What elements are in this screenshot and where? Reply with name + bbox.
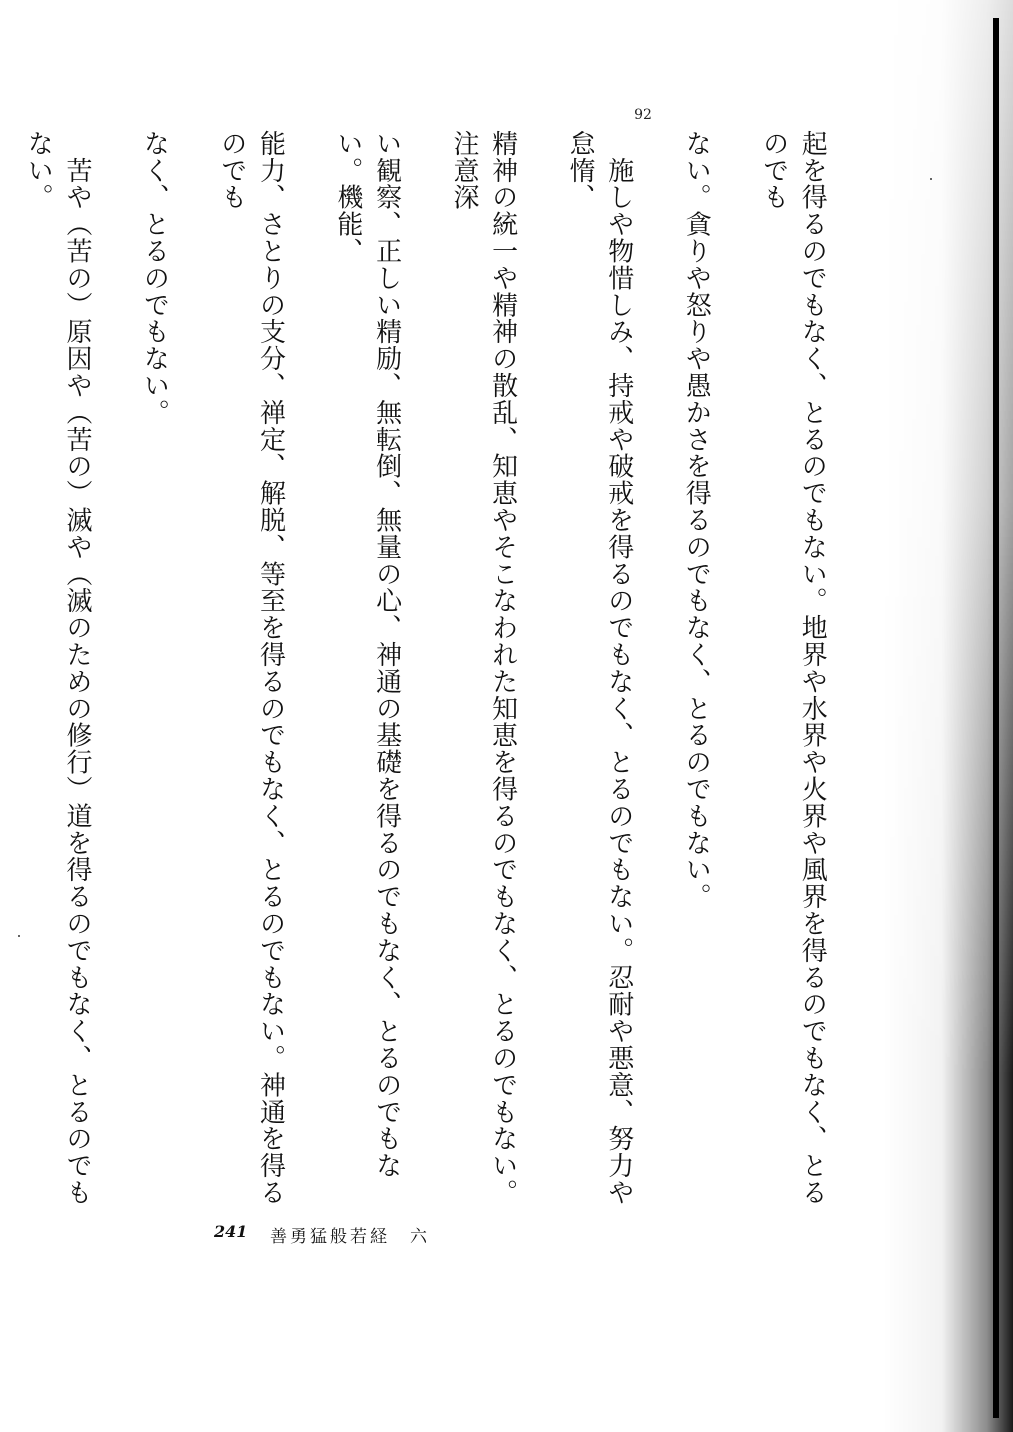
text-line: なく、とるのでもない。 [139,130,170,426]
text-line: 苦や（苦の）原因や（苦の）滅や（滅のための修行）道を得るのでもなく、とるのでもない。 [23,130,92,1206]
text-line: ない。貪りや怒りや愚かさを得るのでもなく、とるのでもない。 [681,130,712,911]
page-number: 92 [634,107,652,123]
running-title: 善勇猛般若経 六 [270,1227,430,1247]
text-line: 能力、さとりの支分、禅定、解脱、等至を得るのでもなく、とるのでもない。神通を得るのでも [216,130,286,1206]
scan-speck [930,178,932,180]
page-footer [200,1222,460,1252]
binding-edge-line [993,18,999,1418]
folio-number: 241 [214,1222,248,1241]
text-line: い観察、正しい精励、無転倒、無量の心、神通の基礎を得るのでもなく、とるのでもない。機能、 [332,130,402,1180]
vertical-text-body [23,130,870,1215]
text-line: 精神の統一や精神の散乱、知恵やそこなわれた知恵を得るのでもなく、とるのでもない。注意深 [448,130,518,1206]
text-line: 起を得るのでもなく、とるのでもない。地界や水界や火界や風界を得るのでもなく、とるのでも [758,130,828,1206]
text-line: 施しや物惜しみ、持戒や破戒を得るのでもなく、とるのでもない。忍耐や悪意、努力や怠惰、 [565,130,634,1206]
